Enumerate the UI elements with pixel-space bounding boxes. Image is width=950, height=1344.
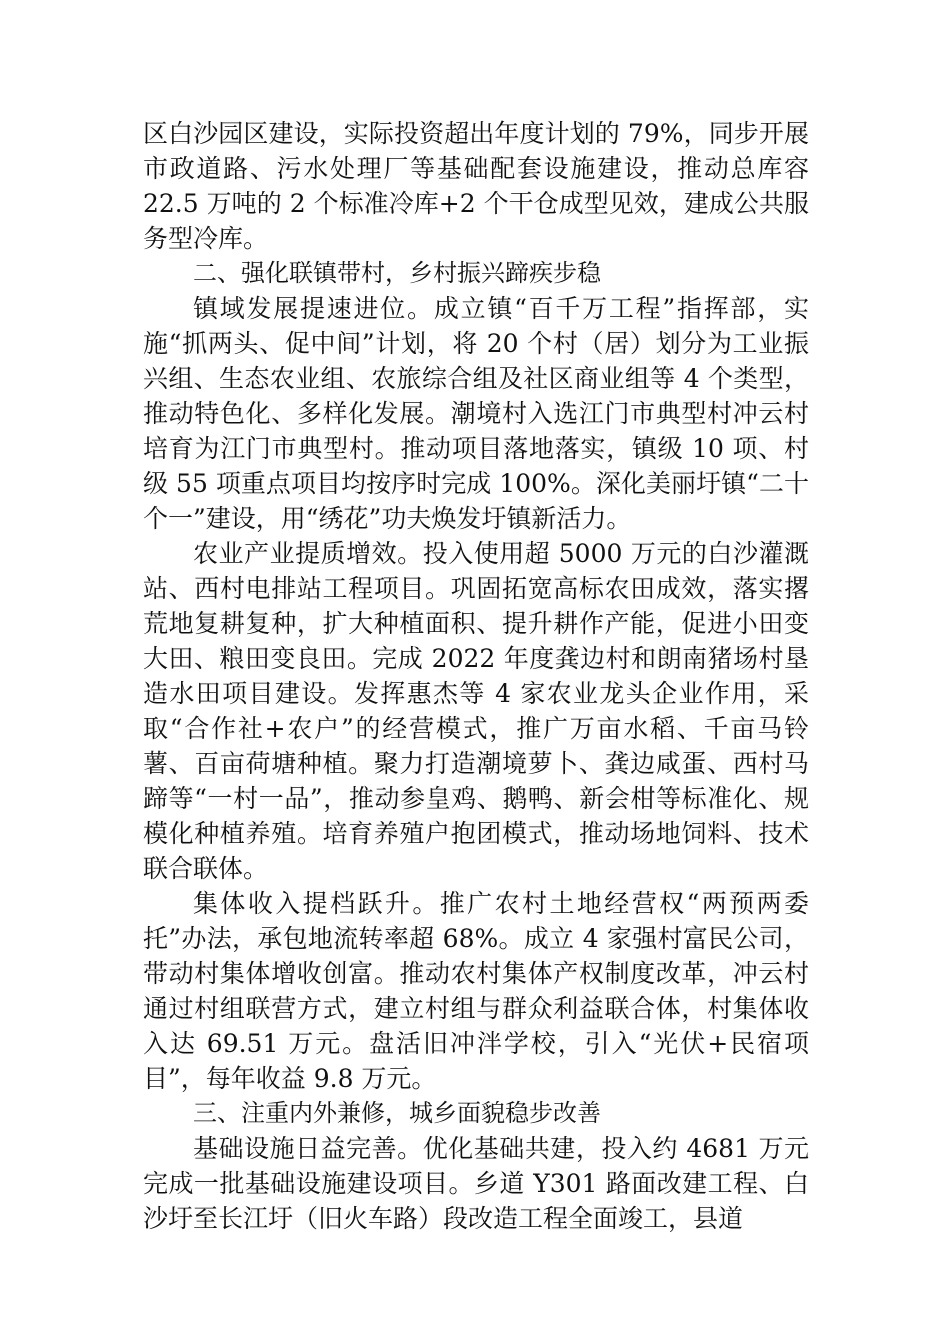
paragraph-continuation: 区白沙园区建设，实际投资超出年度计划的 79%，同步开展市政道路、污水处理厂等基础配套设施建设，推动总库容 22.5 万吨的 2 个标准冷库+2 个干仓成型见效，建成公共服务型冷库。 — [143, 119, 809, 253]
paragraph-collective-income: 集体收入提档跃升。推广农村土地经营权“两预两委托”办法，承包地流转率超 68%。成立 4 家强村富民公司，带动村集体增收创富。推动农村集体产权制度改革，冲云村通过村组联营方式，建立村组与群众利益联合体，村集体收入达 69.51 万元。盘活旧冲泮学校，引入“光伏+民宿项目”，每年收益 9.8 万元。 — [143, 889, 809, 1093]
document-page — [143, 116, 809, 1236]
paragraph-town-development: 镇域发展提速进位。成立镇“百千万工程”指挥部，实施“抓两头、促中间”计划，将 20 个村（居）划分为工业振兴组、生态农业组、农旅综合组及社区商业组等 4 个类型，推动特色化、多样化发展。潮境村入选江门市典型村冲云村培育为江门市典型村。推动项目落地落实，镇级 10 项、村级 55 项重点项目均按序时完成 100%。深化美丽圩镇“二十个一”建设，用“绣花”功夫焕发圩镇新活力。 — [143, 294, 809, 533]
section-heading-2: 二、强化联镇带村，乡村振兴蹄疾步稳 — [193, 259, 601, 287]
paragraph-agriculture: 农业产业提质增效。投入使用超 5000 万元的白沙灌溉站、西村电排站工程项目。巩固拓宽高标农田成效，落实撂荒地复耕复种，扩大种植面积、提升耕作产能，促进小田变大田、粮田变良田。完成 2022 年度龚边村和朗南猪场村垦造水田项目建设。发挥惠杰等 4 家农业龙头企业作用，采取“合作社+农户”的经营模式，推广万亩水稻、千亩马铃薯、百亩荷塘种植。聚力打造潮境萝卜、龚边咸蛋、西村马蹄等“一村一品”，推动参皇鸡、鹅鸭、新会柑等标准化、规模化种植养殖。培育养殖户抱团模式，推动场地饲料、技术联合联体。 — [143, 539, 809, 883]
section-heading-3: 三、注重内外兼修，城乡面貌稳步改善 — [193, 1099, 601, 1127]
paragraph-infrastructure: 基础设施日益完善。优化基础共建，投入约 4681 万元完成一批基础设施建设项目。乡道 Y301 路面改建工程、白沙圩至长江圩（旧火车路）段改造工程全面竣工，县道 — [143, 1134, 809, 1233]
